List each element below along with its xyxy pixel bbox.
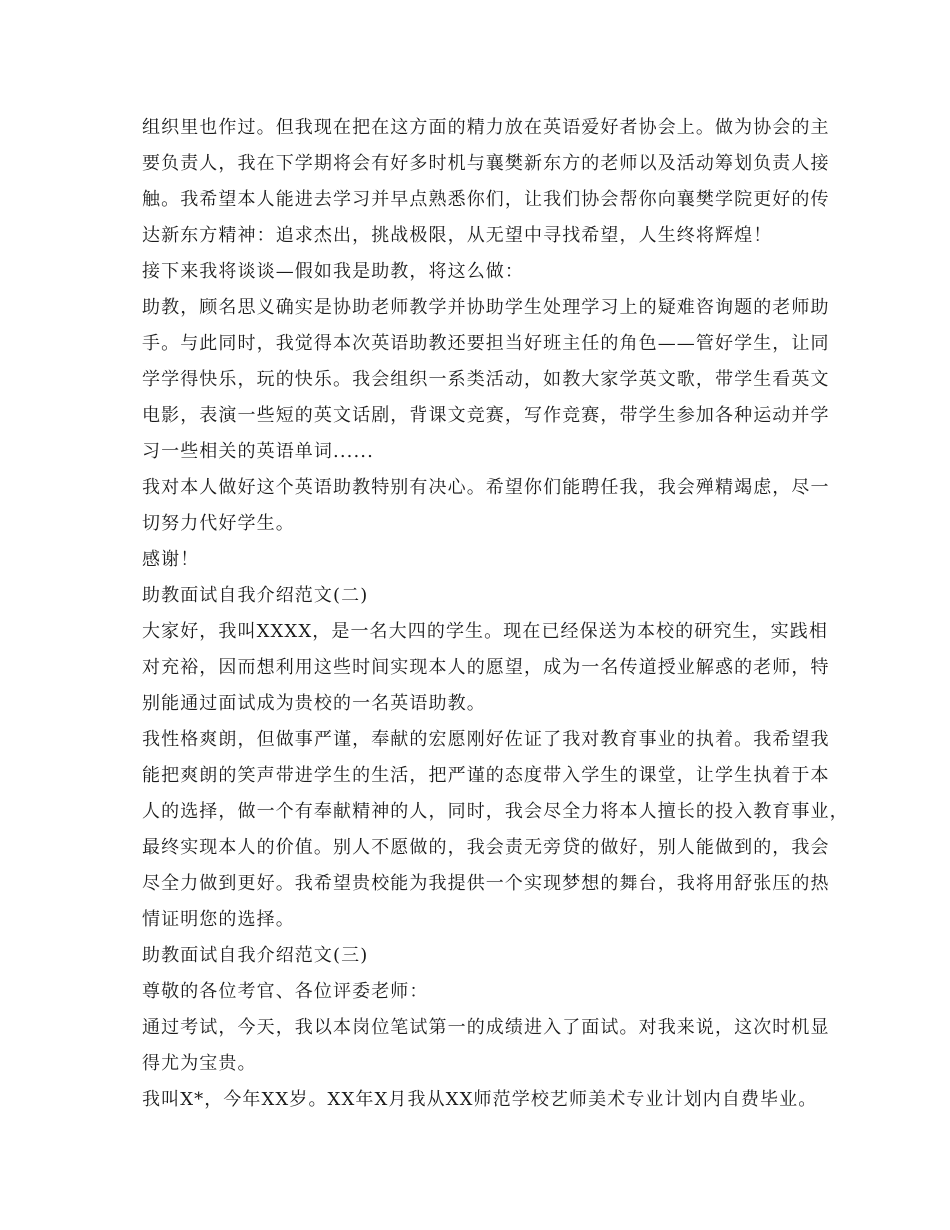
text-line: 得尤为宝贵。 (142, 1053, 257, 1074)
text-line: 最终实现本人的价值。别人不愿做的，我会责无旁贷的做好，别人能做到的，我会 (142, 837, 830, 858)
text-line: 感谢！ (142, 549, 200, 570)
text-line: 手。与此同时，我觉得本次英语助教还要担当好班主任的角色——管好学生，让同 (142, 333, 830, 354)
text-line: 我性格爽朗，但做事严谨，奉献的宏愿刚好佐证了我对教育事业的执着。我希望我 (142, 729, 830, 750)
section-heading: 助教面试自我介绍范文(三) (142, 945, 369, 966)
text-line: 能把爽朗的笑声带进学生的生活，把严谨的态度带入学生的课堂，让学生执着于本 (142, 765, 830, 786)
text-line: 组织里也作过。但我现在把在这方面的精力放在英语爱好者协会上。做为协会的主 (142, 117, 830, 138)
text-line: 尊敬的各位考官、各位评委老师： (142, 981, 429, 1002)
section-heading: 助教面试自我介绍范文(二) (142, 585, 369, 606)
text-line: 尽全力做到更好。我希望贵校能为我提供一个实现梦想的舞台，我将用舒张压的热 (142, 873, 830, 894)
text-line: 情证明您的选择。 (142, 909, 295, 930)
text-line: 我对本人做好这个英语助教特别有决心。希望你们能聘任我，我会殚精竭虑，尽一 (142, 477, 830, 498)
text-line: 学学得快乐，玩的快乐。我会组织一系类活动，如教大家学英文歌，带学生看英文 (142, 369, 830, 390)
text-line: 达新东方精神：追求杰出，挑战极限，从无望中寻找希望，人生终将辉煌！ (142, 225, 773, 246)
text-line: 要负责人，我在下学期将会有好多时机与襄樊新东方的老师以及活动筹划负责人接 (142, 153, 830, 174)
text-line: 别能通过面试成为贵校的一名英语助教。 (142, 693, 486, 714)
text-line: 通过考试，今天，我以本岗位笔试第一的成绩进入了面试。对我来说，这次时机显 (142, 1017, 830, 1038)
text-line: 触。我希望本人能进去学习并早点熟悉你们，让我们协会帮你向襄樊学院更好的传 (142, 189, 830, 210)
document-body (142, 110, 849, 1118)
text-line: 人的选择，做一个有奉献精神的人，同时，我会尽全力将本人擅长的投入教育事业， (142, 801, 849, 822)
text-line: 大家好，我叫XXXX，是一名大四的学生。现在已经保送为本校的研究生，实践相 (142, 621, 828, 642)
text-line: 电影，表演一些短的英文话剧，背课文竞赛，写作竞赛，带学生参加各种运动并学 (142, 405, 830, 426)
text-line: 切努力代好学生。 (142, 513, 295, 534)
text-line: 接下来我将谈谈—假如我是助教，将这么做： (142, 261, 524, 282)
text-line: 习一些相关的英语单词...... (142, 441, 374, 462)
text-line: 助教，顾名思义确实是协助老师教学并协助学生处理学习上的疑难咨询题的老师助 (142, 297, 830, 318)
text-line: 我叫X*，今年XX岁。XX年X月我从XX师范学校艺师美术专业计划内自费毕业。 (142, 1089, 818, 1110)
text-line: 对充裕，因而想利用这些时间实现本人的愿望，成为一名传道授业解惑的老师，特 (142, 657, 830, 678)
